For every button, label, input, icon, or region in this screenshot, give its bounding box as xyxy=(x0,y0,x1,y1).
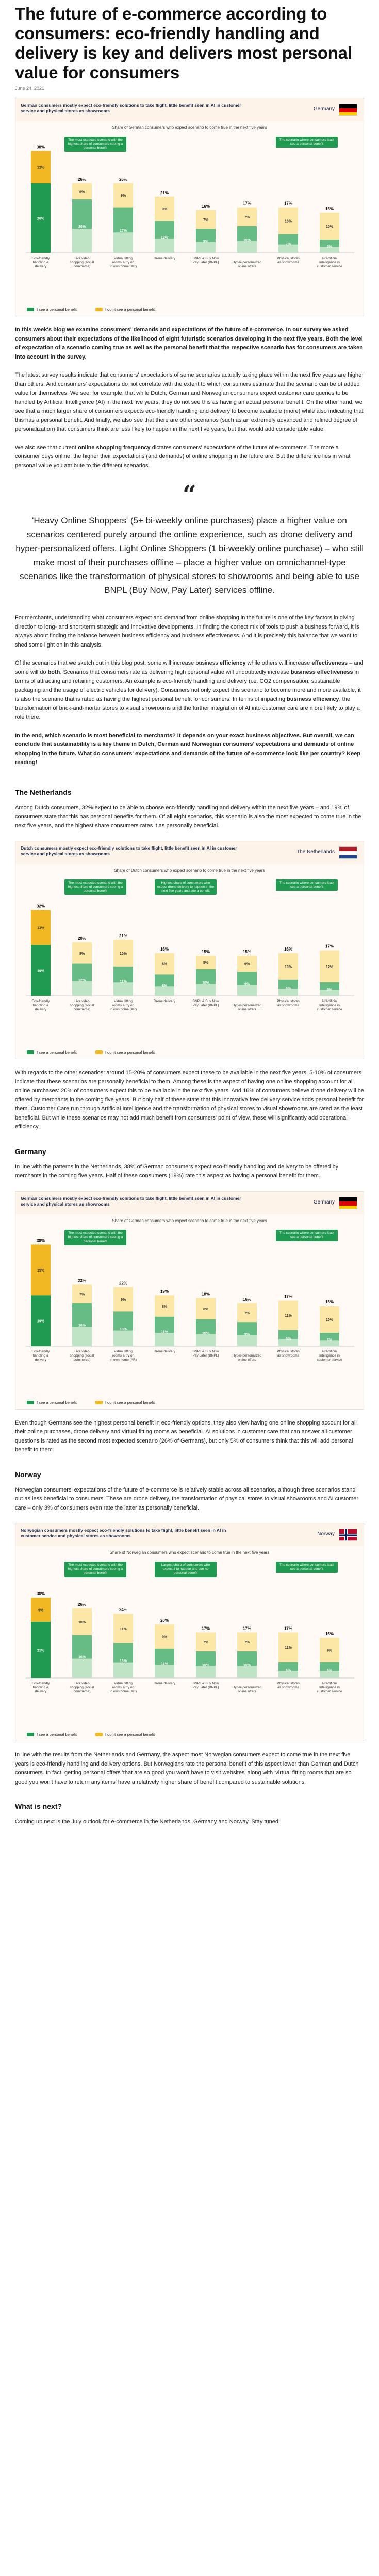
category-label: Eco-friendly handling & delivery xyxy=(31,1349,50,1362)
label-no-benefit: 6% xyxy=(244,962,250,967)
label-no-benefit: 7% xyxy=(203,1640,209,1645)
page-title: The future of e-commerce according to consumers: eco-friendly handling and delivery is key and delivers most personal value for consumers xyxy=(15,4,352,82)
label-no-benefit: 9% xyxy=(326,1649,333,1653)
label-total: 17% xyxy=(242,201,252,206)
label-no-benefit: 8% xyxy=(203,1307,209,1311)
legend-item xyxy=(95,1732,155,1737)
chart-headline: German consumers mostly expect eco-friendly solutions to take flight, little benefit seen in AI in customer service and physical stores as showrooms xyxy=(21,103,241,113)
label-benefit: 6% xyxy=(326,1669,333,1673)
chart-country: The Netherlands xyxy=(296,849,335,855)
label-no-benefit: 7% xyxy=(244,215,250,219)
label-no-benefit: 7% xyxy=(244,1640,250,1645)
category-label: Virtual fitting rooms & try on in own home (AR) xyxy=(109,257,137,268)
label-no-benefit: 9% xyxy=(120,194,126,198)
chart-callout: The most expected scenario with the highest share of consumers seeing a personal benefit xyxy=(64,1562,126,1577)
label-benefit: 19% xyxy=(37,969,45,973)
label-benefit: 26% xyxy=(37,217,45,221)
label-total: 30% xyxy=(36,1591,45,1596)
bar-chart xyxy=(15,98,365,317)
label-no-benefit: 10% xyxy=(284,219,292,224)
nl-paragraph-1: Among Dutch consumers, 32% expect to be able to choose eco-friendly handling and delivery within the next five years – and 19% of consumers state that this has personal benefits for them. Of all eight scenarios, this scenario is also the most expected to come true in the next five years, and the highest share consumers rates it as personally beneficial. xyxy=(15,804,361,829)
label-no-benefit: 7% xyxy=(244,1311,250,1315)
chart-headline: Norwegian consumers mostly expect eco-friendly solutions to take flight, little benefit seen in AI in customer service and physical stores as showrooms xyxy=(21,1528,226,1538)
label-total: 26% xyxy=(77,1602,87,1607)
label-total: 15% xyxy=(242,950,252,954)
bar-chart xyxy=(15,1192,365,1410)
legend-label: I see a personal benefit xyxy=(37,1050,77,1055)
label-no-benefit: 7% xyxy=(203,218,209,222)
label-benefit: 10% xyxy=(202,1664,210,1667)
category-label: Live video shopping (social commerce) xyxy=(70,257,94,268)
label-total: 15% xyxy=(201,950,210,954)
label-benefit: 16% xyxy=(78,1655,86,1659)
label-total: 20% xyxy=(160,1618,169,1623)
label-benefit: 8% xyxy=(161,984,168,988)
label-benefit: 10% xyxy=(243,239,251,242)
label-no-benefit: 8% xyxy=(161,1304,168,1309)
category-label: Live video shopping (social commerce) xyxy=(70,1349,94,1362)
label-no-benefit: 9% xyxy=(120,1298,126,1302)
label-total: 17% xyxy=(284,201,293,206)
label-benefit: 10% xyxy=(202,1331,210,1335)
label-benefit: 6% xyxy=(285,1669,291,1673)
category-label: Drone delivery xyxy=(154,1349,175,1353)
label-total: 17% xyxy=(284,1294,293,1299)
label-no-benefit: 8% xyxy=(79,952,85,956)
label-benefit: 17% xyxy=(119,229,127,233)
category-label: Physical stores as showrooms xyxy=(277,999,300,1007)
category-label: Drone delivery xyxy=(154,257,175,260)
heading-whats-next: What is next? xyxy=(15,1802,62,1810)
chart-callout: The most expected scenario with the highest share of consumers seeing a personal benefit xyxy=(64,137,126,152)
label-total: 16% xyxy=(201,204,210,209)
label-no-benefit: 5% xyxy=(203,961,209,965)
label-no-benefit: 9% xyxy=(161,1635,168,1639)
legend-label: I see a personal benefit xyxy=(37,307,77,312)
chart-title: Share of German consumers who expect scenario to come true in the next five years xyxy=(112,125,267,130)
label-no-benefit: 13% xyxy=(37,926,45,930)
label-total: 26% xyxy=(119,177,128,182)
chart-legend xyxy=(27,307,155,312)
label-no-benefit: 12% xyxy=(325,965,334,969)
label-benefit: 9% xyxy=(244,982,250,987)
chart-callout: The most expected scenario with the highest share of consumers seeing a personal benefit xyxy=(64,879,126,895)
label-benefit: 9% xyxy=(244,1333,250,1337)
publish-date: June 24, 2021 xyxy=(15,86,45,91)
chart-title: Share of Norwegian consumers who expect scenario to come true in the next five years xyxy=(109,1550,270,1555)
legend-label: I see a personal benefit xyxy=(37,1732,77,1737)
de-paragraph-1: In line with the patterns in the Netherlands, 38% of German consumers expect eco-friendly handling and delivery to be offered by merchants in the coming five years. Half of these consumers (19%) rate this aspect as having a personal benefit for them. xyxy=(15,1163,339,1179)
chart-headline: German consumers mostly expect eco-friendly solutions to take flight, little benefit seen in AI in customer service and physical stores as showrooms xyxy=(21,1195,241,1207)
category-label: AI/Artificial Intelligence in customer service xyxy=(317,1349,342,1362)
heading-norway: Norway xyxy=(15,1470,41,1479)
legend-label: I don't see a personal benefit xyxy=(105,1400,155,1405)
label-benefit: 6% xyxy=(285,987,291,991)
label-no-benefit: 11% xyxy=(285,1314,292,1318)
label-benefit: 11% xyxy=(120,980,127,984)
label-no-benefit: 10% xyxy=(284,965,292,969)
label-total: 18% xyxy=(201,1291,210,1296)
paragraph-2: We also see that current online shopping frequency dictates consumers' expectations of the future of e-commerce. The more a consumer buys online, the higher their expectations (and demands) of online shopping in the future are. But the difference lies in what personal value you attribute to the different scenarios. xyxy=(15,444,351,469)
chart-legend xyxy=(27,1400,155,1405)
quote-text: 'Heavy Online Shoppers' (5+ bi-weekly online purchases) place a higher value on scenarios centered purely around the online experience, such as drone delivery and hyper-personalized offers. Light Online Shoppers (1 bi-weekly online purchase) – who still make most of their purchases offline – place a higher value on omnichannel-type scenarios like the transformation of physical stores to showrooms and being able to use BNPL (Buy Now, Pay Later) services offline. xyxy=(15,516,364,595)
legend-swatch xyxy=(27,1050,34,1054)
chart-country: Norway xyxy=(317,1531,335,1537)
paragraph-1: The latest survey results indicate that consumers' expectations of some scenarios actually taking place within the next five years are higher than others. And consumers' expectations do not correlate with the extent to which consumers estimate that the scenario can be of added value for themselves. We see, for example, that while Dutch, German and Norwegian consumers expect customer care queries to be handled by Artificial Intelligence (AI) in the next five years, they do not see this as having an actual personal benefit. On the other hand, we see that a much larger share of consumers expects eco-friendly handling and delivery to become available (more) while also indicating that this has a personal benefit. And finally, we also see that there are other scenarios (such as an extremely advanced and refined degree of personalization) that consumers think are less likely to happen in the next five years, but that would add considerable value. xyxy=(15,372,364,432)
label-benefit: 13% xyxy=(119,1659,127,1664)
label-total: 23% xyxy=(77,1278,87,1283)
category-label: Eco-friendly handling & delivery xyxy=(31,999,50,1011)
chart-callout: The scenario where consumers least see a personal benefit xyxy=(276,1562,338,1573)
label-total: 38% xyxy=(36,1238,45,1243)
label-benefit: 6% xyxy=(285,1336,291,1341)
label-total: 32% xyxy=(36,904,45,909)
label-no-benefit: 10% xyxy=(119,952,127,956)
label-benefit: 12% xyxy=(78,978,86,982)
chart-title: Share of German consumers who expect scenario to come true in the next five years xyxy=(112,1218,267,1223)
label-no-benefit: 11% xyxy=(285,1646,292,1650)
category-label: Hyper-personalized online offers xyxy=(232,1004,262,1011)
legend-item xyxy=(95,307,155,312)
legend-item xyxy=(27,307,77,312)
label-no-benefit: 6% xyxy=(79,190,85,194)
label-total: 20% xyxy=(77,936,87,941)
label-benefit: 7% xyxy=(285,242,291,246)
chart-callout: The scenario where consumers least see a personal benefit xyxy=(276,137,338,148)
legend-swatch xyxy=(95,1050,103,1054)
label-total: 21% xyxy=(119,933,128,938)
intro-paragraph: In this week's blog we examine consumers' demands and expectations of the future of e-commerce. In our survey we asked consumers about their expectations of the likelihood of eight futuristic scenarios developing in the next five years. Both the level of expectation of a scenario coming true as well as the personal benefit that the respective scenario has for consumers are taken into account in the survey. xyxy=(15,327,363,360)
category-label: Live video shopping (social commerce) xyxy=(70,999,94,1011)
legend-item xyxy=(95,1400,155,1405)
category-label: Virtual fitting rooms & try on in own home (AR) xyxy=(109,1682,137,1693)
legend-label: I don't see a personal benefit xyxy=(105,1050,155,1055)
label-no-benefit: 11% xyxy=(120,1627,127,1631)
legend-label: I see a personal benefit xyxy=(37,1400,77,1405)
legend-label: I don't see a personal benefit xyxy=(105,307,155,312)
label-no-benefit: 9% xyxy=(161,208,168,212)
no-paragraph-1: Norwegian consumers' expectations of the future of e-commerce is relatively stable across all scenarios, although three scenarios stand out as less beneficial to consumers. These are drone delivery, the transformation of physical stores to visual showrooms and AI customer care – only 3% of consumers even rate the latter as personally beneficial. xyxy=(15,1486,359,1511)
label-benefit: 21% xyxy=(37,1649,45,1653)
label-total: 15% xyxy=(325,1632,334,1636)
label-no-benefit: 8% xyxy=(161,962,168,967)
label-benefit: 5% xyxy=(326,245,333,249)
label-no-benefit: 7% xyxy=(79,1293,85,1297)
chart-legend xyxy=(27,1050,155,1055)
label-total: 17% xyxy=(284,1626,293,1631)
label-total: 15% xyxy=(325,207,334,211)
label-total: 38% xyxy=(36,145,45,150)
label-benefit: 16% xyxy=(78,1323,86,1327)
label-no-benefit: 10% xyxy=(325,225,334,229)
category-label: Virtual fitting rooms & try on in own home (AR) xyxy=(109,999,137,1011)
label-benefit: 5% xyxy=(326,1338,333,1342)
legend-swatch xyxy=(95,1401,103,1404)
no-paragraph-2: In line with the results from the Netherlands and Germany, the aspect most Norwegian consumers expect to come true in the next five years is eco-friendly handling and delivery options. But Norwegians rate the personal benefit of this aspect lower than German and Dutch consumers. In fact, getting personal offers 'that are so good you won't have to visit websites' along with 'virtual fitting rooms that are so good you won't have to return any items' have a relatively higher share of benefit compared to sustainable solutions. xyxy=(15,1752,359,1785)
category-label: Physical stores as showrooms xyxy=(277,257,300,264)
chart-callout: Largest share of consumers who expect it to happen and see no personal benefit xyxy=(155,1562,217,1577)
infographic-germany xyxy=(15,1191,364,1410)
label-total: 22% xyxy=(119,1281,128,1286)
category-label: Hyper-personalized online offers xyxy=(232,1353,262,1362)
label-total: 17% xyxy=(201,1626,210,1631)
chart-country: Germany xyxy=(313,106,335,112)
legend-swatch xyxy=(27,308,34,311)
category-label: BNPL & Buy Now Pay Later (BNPL) xyxy=(192,1349,219,1358)
next-paragraph: Coming up next is the July outlook for e-commerce in the Netherlands, Germany and Norway. Stay tuned! xyxy=(15,1819,280,1825)
category-label: Hyper-personalized online offers xyxy=(232,1686,262,1693)
label-benefit: 11% xyxy=(161,1662,168,1666)
category-label: Physical stores as showrooms xyxy=(277,1682,300,1689)
category-label: Physical stores as showrooms xyxy=(277,1349,300,1358)
label-total: 17% xyxy=(242,1626,252,1631)
category-label: Hyper-personalized online offers xyxy=(232,261,262,268)
category-label: Live video shopping (social commerce) xyxy=(70,1682,94,1693)
chart-title: Share of Dutch consumers who expect scenario to come true in the next five years xyxy=(114,868,265,873)
label-benefit: 10% xyxy=(202,981,210,985)
category-label: Drone delivery xyxy=(154,999,175,1003)
label-total: 21% xyxy=(160,190,169,195)
label-benefit: 13% xyxy=(119,1327,127,1331)
label-total: 16% xyxy=(284,946,293,952)
category-label: BNPL & Buy Now Pay Later (BNPL) xyxy=(192,999,219,1007)
chart-callout: The scenario where consumers least see a personal benefit xyxy=(276,1230,338,1241)
chart-country: Germany xyxy=(313,1199,335,1205)
bar-chart xyxy=(15,1523,365,1742)
label-total: 16% xyxy=(242,1297,252,1302)
pull-quote xyxy=(15,480,364,597)
label-benefit: 9% xyxy=(203,240,209,244)
category-label: AI/Artificial Intelligence in customer service xyxy=(317,257,342,268)
legend-swatch xyxy=(95,1733,103,1736)
legend-item xyxy=(95,1050,155,1055)
legend-label: I don't see a personal benefit xyxy=(105,1732,155,1737)
label-total: 24% xyxy=(119,1607,128,1613)
legend-swatch xyxy=(27,1733,34,1736)
label-benefit: 10% xyxy=(243,1664,251,1667)
heading-netherlands: The Netherlands xyxy=(15,788,72,796)
label-no-benefit: 12% xyxy=(37,166,45,170)
category-label: BNPL & Buy Now Pay Later (BNPL) xyxy=(192,1682,219,1689)
category-label: Virtual fitting rooms & try on in own home (AR) xyxy=(109,1349,137,1362)
category-label: Eco-friendly handling & delivery xyxy=(31,257,50,268)
chart-callout: The most expected scenario with the highest share of consumers seeing a personal benefit xyxy=(64,1230,126,1245)
chart-headline: Dutch consumers mostly expect eco-friendly solutions to take flight, little benefit seen in AI in customer service and physical stores as showrooms xyxy=(21,845,237,856)
heading-germany: Germany xyxy=(15,1147,46,1156)
label-total: 16% xyxy=(160,946,169,952)
category-label: Eco-friendly handling & delivery xyxy=(31,1682,50,1693)
label-benefit: 12% xyxy=(160,235,169,240)
paragraph-3: For merchants, understanding what consumers expect and demand from online shopping in the future is one of the key factors in giving direction to long- and short-term strategic and innovative developments. In finding the correct mix of tools to push a business forward, it is always about finding the balance between business efficiency and business effectiveness. And it is precisely this balance that we want to shed some light on in this analysis. xyxy=(15,615,359,648)
label-benefit: 20% xyxy=(78,225,86,229)
quote-icon: “ xyxy=(183,480,196,508)
category-label: BNPL & Buy Now Pay Later (BNPL) xyxy=(192,257,219,264)
label-no-benefit: 19% xyxy=(37,1268,45,1273)
label-total: 26% xyxy=(77,177,87,182)
chart-callout: The scenario where consumers least see a personal benefit xyxy=(276,879,338,891)
category-label: Drone delivery xyxy=(154,1682,175,1685)
legend-item xyxy=(27,1050,77,1055)
bar-benefit-shade xyxy=(72,199,92,229)
label-no-benefit: 10% xyxy=(78,1620,86,1624)
label-benefit: 19% xyxy=(37,1319,45,1324)
bar-chart xyxy=(15,841,365,1060)
chart-callout: Highest share of consumers who expect drone delivery to happen in the next five years and see a benefit xyxy=(155,879,217,895)
legend-swatch xyxy=(27,1401,34,1404)
chart-legend xyxy=(27,1732,155,1737)
label-no-benefit: 9% xyxy=(38,1608,44,1613)
infographic-norway xyxy=(15,1523,364,1741)
paragraph-4: Of the scenarios that we sketch out in this blog post, some will increase business efficiency while others will increase effectiveness – and some will do both. Scenarios that consumers rate as delivering high personal value will undoubtedly increase business effectiveness in terms of attracting and retaining customers. An example is eco-friendly handling and delivery (i.e. CO2 compensation, sustainable packaging and the usage of electric vehicles for delivery). Consumers not only expect this scenario to become more and more available, it is also the scenario that is rated as having the highest personal benefit for consumers. In terms of impacting business efficiency, the transformation of brick-and-mortar stores to visual showrooms and the further integration of AI into customer care are more likely to play a role there. xyxy=(15,660,364,720)
category-label: AI/Artificial Intelligence in customer service xyxy=(317,1682,342,1693)
de-paragraph-2: Even though Germans see the highest personal benefit in eco-friendly options, they also view having one online shopping account for all their online purchases, drone delivery and virtual fitting rooms as beneficial. AI solutions in customer care that can answer all customer questions is rated as the second most expected scenario (26% of Germans), but only 5% of consumers think that this will add personal benefit to them. xyxy=(15,1419,357,1453)
label-benefit: 5% xyxy=(326,988,333,992)
label-total: 15% xyxy=(325,1299,334,1304)
legend-item xyxy=(27,1400,77,1405)
category-label: AI/Artificial Intelligence in customer service xyxy=(317,999,342,1011)
nl-paragraph-2: With regards to the other scenarios: around 15-20% of consumers expect these to be available in the next five years. 5-10% of consumers indicate that these scenarios are personally beneficial to them. Among these is the aspect of having one online shopping account for all online purchases: 20% of consumers expect this to be available in the next five years. And 16% of consumers believe drone delivery will be offered by merchants in the coming five years. But only half of these state that this innovative free delivery service adds personal benefit for them. Customer Care run through Artificial Intelligence and the transformation of physical stores to visual showrooms are rated as the least beneficial. But while these scenarios may not add much benefit from consumers' point of view, these will significantly add operational efficiency. xyxy=(15,1070,364,1130)
label-benefit: 11% xyxy=(161,1330,168,1334)
legend-swatch xyxy=(95,308,103,311)
legend-item xyxy=(27,1732,77,1737)
infographic-1 xyxy=(15,98,364,316)
label-no-benefit: 10% xyxy=(325,1318,334,1322)
infographic-netherlands xyxy=(15,841,364,1059)
label-total: 17% xyxy=(325,944,334,949)
label-total: 19% xyxy=(160,1289,169,1294)
paragraph-5: In the end, which scenario is most beneficial to merchants? It depends on your exact business objectives. But overall, we can conclude that sustainability is a key theme in Dutch, German and Norwegian consumers' expectations and demands of online shopping in the future. What do consumers' expectations and demands of the future of e-commerce look like per country? Keep reading! xyxy=(15,732,361,766)
